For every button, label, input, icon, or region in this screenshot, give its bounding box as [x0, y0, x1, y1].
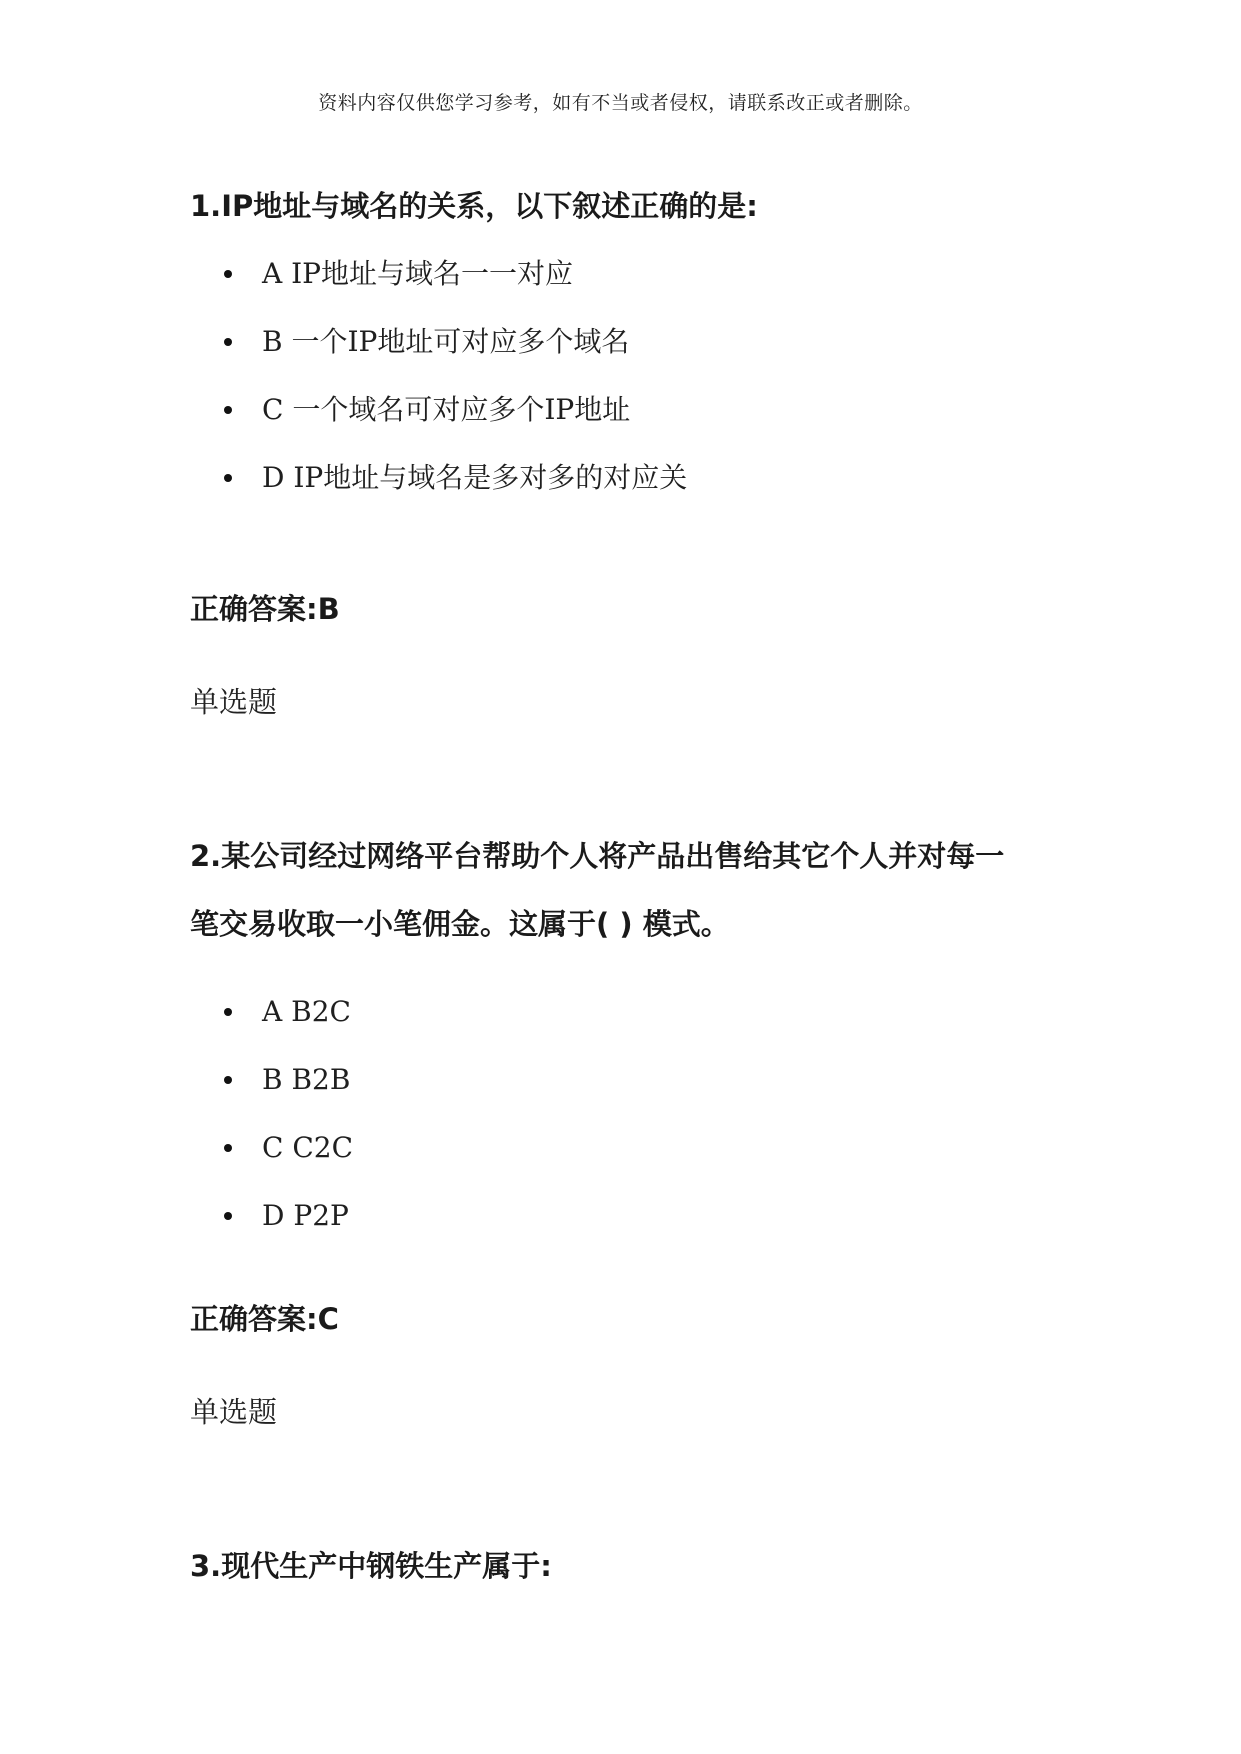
question-1 [190, 172, 1070, 240]
question-1-type: 单选题 [190, 685, 278, 719]
question-3 [190, 1532, 1070, 1600]
question-1-option-c: C 一个域名可对应多个IP地址 [190, 376, 1070, 444]
question-2-type: 单选题 [190, 1395, 278, 1429]
question-2-title-line-1: 2.某公司经过网络平台帮助个人将产品出售给其它个人并对每一 [190, 839, 1005, 873]
question-2-title-line-2: 笔交易收取一小笔佣金。这属于( ) 模式。 [190, 907, 730, 941]
bullet-icon [224, 1076, 232, 1084]
bullet-icon [224, 406, 232, 414]
bullet-icon [224, 1212, 232, 1220]
question-1-options [190, 240, 1070, 512]
bullet-icon [224, 474, 232, 482]
bullet-icon [224, 1008, 232, 1016]
bullet-icon [224, 1144, 232, 1152]
question-1-option-a: A IP地址与域名一一对应 [190, 240, 1070, 308]
question-2-answer: 正确答案:C [190, 1302, 339, 1336]
question-3-title: 3.现代生产中钢铁生产属于: [190, 1549, 552, 1583]
question-2-option-b: B B2B [190, 1046, 1070, 1114]
question-2-options [190, 978, 1070, 1250]
question-1-answer: 正确答案:B [190, 592, 340, 626]
question-2 [190, 822, 1070, 958]
bullet-icon [224, 270, 232, 278]
question-2-option-c: C C2C [190, 1114, 1070, 1182]
disclaimer-header: 资料内容仅供您学习参考，如有不当或者侵权，请联系改正或者删除。 [318, 92, 923, 114]
bullet-icon [224, 338, 232, 346]
question-2-option-d: D P2P [190, 1182, 1070, 1250]
question-1-option-d: D IP地址与域名是多对多的对应关 [190, 444, 1070, 512]
question-1-option-b: B 一个IP地址可对应多个域名 [190, 308, 1070, 376]
question-2-option-a: A B2C [190, 978, 1070, 1046]
question-1-title: 1.IP地址与域名的关系，以下叙述正确的是: [190, 189, 758, 223]
